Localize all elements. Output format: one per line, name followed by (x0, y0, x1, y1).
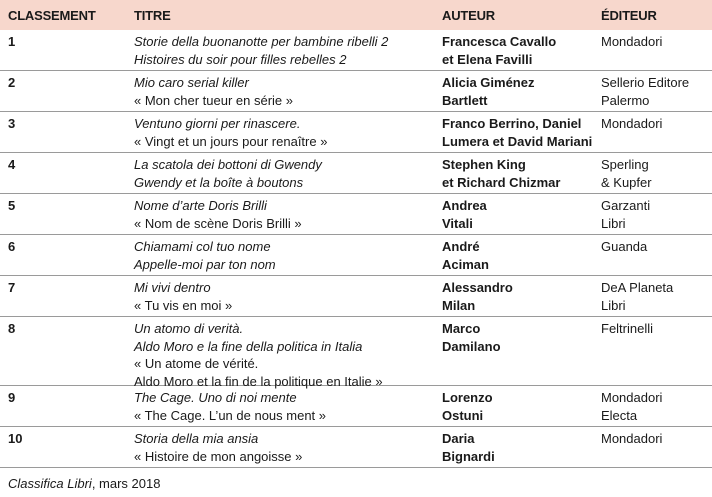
row-author (442, 279, 594, 314)
publisher-line: Feltrinelli (601, 321, 654, 336)
row-rank: 8 (8, 321, 16, 336)
title-original: La scatola dei bottoni di Gwendy (134, 157, 322, 172)
author-line: Franco Berrino, Daniel (442, 116, 582, 131)
table-row (0, 112, 712, 153)
row-rank: 10 (8, 431, 23, 446)
row-rank: 1 (8, 34, 16, 49)
row-title (134, 197, 434, 232)
caption-source: Classifica Libri (8, 476, 92, 491)
row-rank: 4 (8, 157, 16, 172)
row-author (442, 33, 594, 68)
publisher-line: DeA Planeta (601, 280, 674, 295)
row-rank: 2 (8, 75, 16, 90)
header-rank: CLASSEMENT (8, 8, 96, 23)
publisher-line: Mondadori (601, 390, 663, 405)
author-line: Milan (442, 297, 476, 313)
publisher-line: Palermo (601, 92, 650, 108)
header-author: AUTEUR (442, 8, 495, 23)
title-original: Mio caro serial killer (134, 75, 249, 90)
author-line: Bartlett (442, 92, 488, 108)
header-title: TITRE (134, 8, 171, 23)
author-line: André (442, 239, 480, 254)
row-author (442, 156, 594, 191)
title-original: Nome d’arte Doris Brilli (134, 198, 267, 213)
title-original: Storie della buonanotte per bambine ribelli 2 (134, 34, 389, 49)
row-publisher (601, 389, 709, 424)
publisher-line: Libri (601, 297, 626, 313)
row-rank: 6 (8, 239, 16, 254)
row-publisher (601, 156, 709, 191)
title-translation: « Histoire de mon angoisse » (134, 448, 303, 464)
row-author (442, 197, 594, 232)
title-translation: « Nom de scène Doris Brilli » (134, 215, 302, 231)
table-row (0, 235, 712, 276)
publisher-line: Mondadori (601, 431, 663, 446)
table-header (0, 0, 712, 30)
row-publisher (601, 74, 709, 109)
row-rank: 9 (8, 390, 16, 405)
title-original: The Cage. Uno di noi mente (134, 390, 297, 405)
table-row (0, 30, 712, 71)
publisher-line: Electa (601, 407, 638, 423)
row-title (134, 320, 434, 390)
author-line: Alessandro (442, 280, 513, 295)
row-author (442, 115, 594, 150)
table-body (0, 30, 712, 468)
row-publisher (601, 115, 709, 133)
table-row (0, 71, 712, 112)
title-original: Gwendy et la boîte à boutons (134, 174, 304, 190)
author-line: Andrea (442, 198, 487, 213)
row-publisher (601, 33, 709, 51)
row-publisher (601, 430, 709, 448)
title-original: Mi vivi dentro (134, 280, 211, 295)
title-translation: « Tu vis en moi » (134, 297, 233, 313)
author-line: Vitali (442, 215, 473, 231)
publisher-line: Libri (601, 215, 626, 231)
publisher-line: Mondadori (601, 116, 663, 131)
row-title (134, 430, 434, 465)
publisher-line: & Kupfer (601, 174, 652, 190)
author-line: Lorenzo (442, 390, 493, 405)
author-line: Damilano (442, 338, 501, 354)
author-line: Lumera et David Mariani (442, 133, 593, 149)
author-line: Aciman (442, 256, 489, 272)
title-original: Ventuno giorni per rinascere. (134, 116, 301, 131)
row-rank: 5 (8, 198, 16, 213)
table-caption (8, 476, 160, 491)
author-line: Alicia Giménez (442, 75, 535, 90)
table-row (0, 386, 712, 427)
row-author (442, 74, 594, 109)
row-title (134, 238, 434, 273)
title-translation: « Mon cher tueur en série » (134, 92, 293, 108)
author-line: Stephen King (442, 157, 526, 172)
publisher-line: Mondadori (601, 34, 663, 49)
title-original: Histoires du soir pour filles rebelles 2 (134, 51, 347, 67)
title-translation: « The Cage. L’un de nous ment » (134, 407, 327, 423)
row-publisher (601, 320, 709, 338)
table-row (0, 194, 712, 235)
author-line: Marco (442, 321, 481, 336)
row-publisher (601, 197, 709, 232)
author-line: et Elena Favilli (442, 51, 533, 67)
row-author (442, 238, 594, 273)
row-author (442, 389, 594, 424)
row-rank: 7 (8, 280, 16, 295)
table-row (0, 317, 712, 389)
title-original: Un atomo di verità. (134, 321, 244, 336)
title-translation: « Vingt et un jours pour renaître » (134, 133, 328, 149)
author-line: Ostuni (442, 407, 484, 423)
row-publisher (601, 238, 709, 256)
table-row (0, 427, 712, 468)
row-title (134, 115, 434, 150)
title-original: Chiamami col tuo nome (134, 239, 271, 254)
row-title (134, 279, 434, 314)
title-translation: « Un atome de vérité. (134, 356, 259, 371)
publisher-line: Garzanti (601, 198, 651, 213)
author-line: Bignardi (442, 448, 495, 464)
row-author (442, 320, 594, 355)
caption-date: , mars 2018 (91, 476, 161, 491)
row-title (134, 74, 434, 109)
title-original: Aldo Moro e la fine della politica in Italia (134, 338, 363, 354)
publisher-line: Sellerio Editore (601, 75, 690, 90)
table-row (0, 276, 712, 317)
title-translation: Aldo Moro et la fin de la politique en Italie » (134, 373, 383, 389)
author-line: et Richard Chizmar (442, 174, 561, 190)
row-publisher (601, 279, 709, 314)
publisher-line: Sperling (601, 157, 649, 172)
row-author (442, 430, 594, 465)
table-row (0, 153, 712, 194)
row-title (134, 33, 434, 68)
title-original: Appelle-moi par ton nom (134, 256, 276, 272)
row-title (134, 156, 434, 191)
title-original: Storia della mia ansia (134, 431, 259, 446)
row-rank: 3 (8, 116, 16, 131)
author-line: Daria (442, 431, 475, 446)
row-title (134, 389, 434, 424)
author-line: Francesca Cavallo (442, 34, 557, 49)
publisher-line: Guanda (601, 239, 648, 254)
header-publisher: ÉDITEUR (601, 8, 657, 23)
